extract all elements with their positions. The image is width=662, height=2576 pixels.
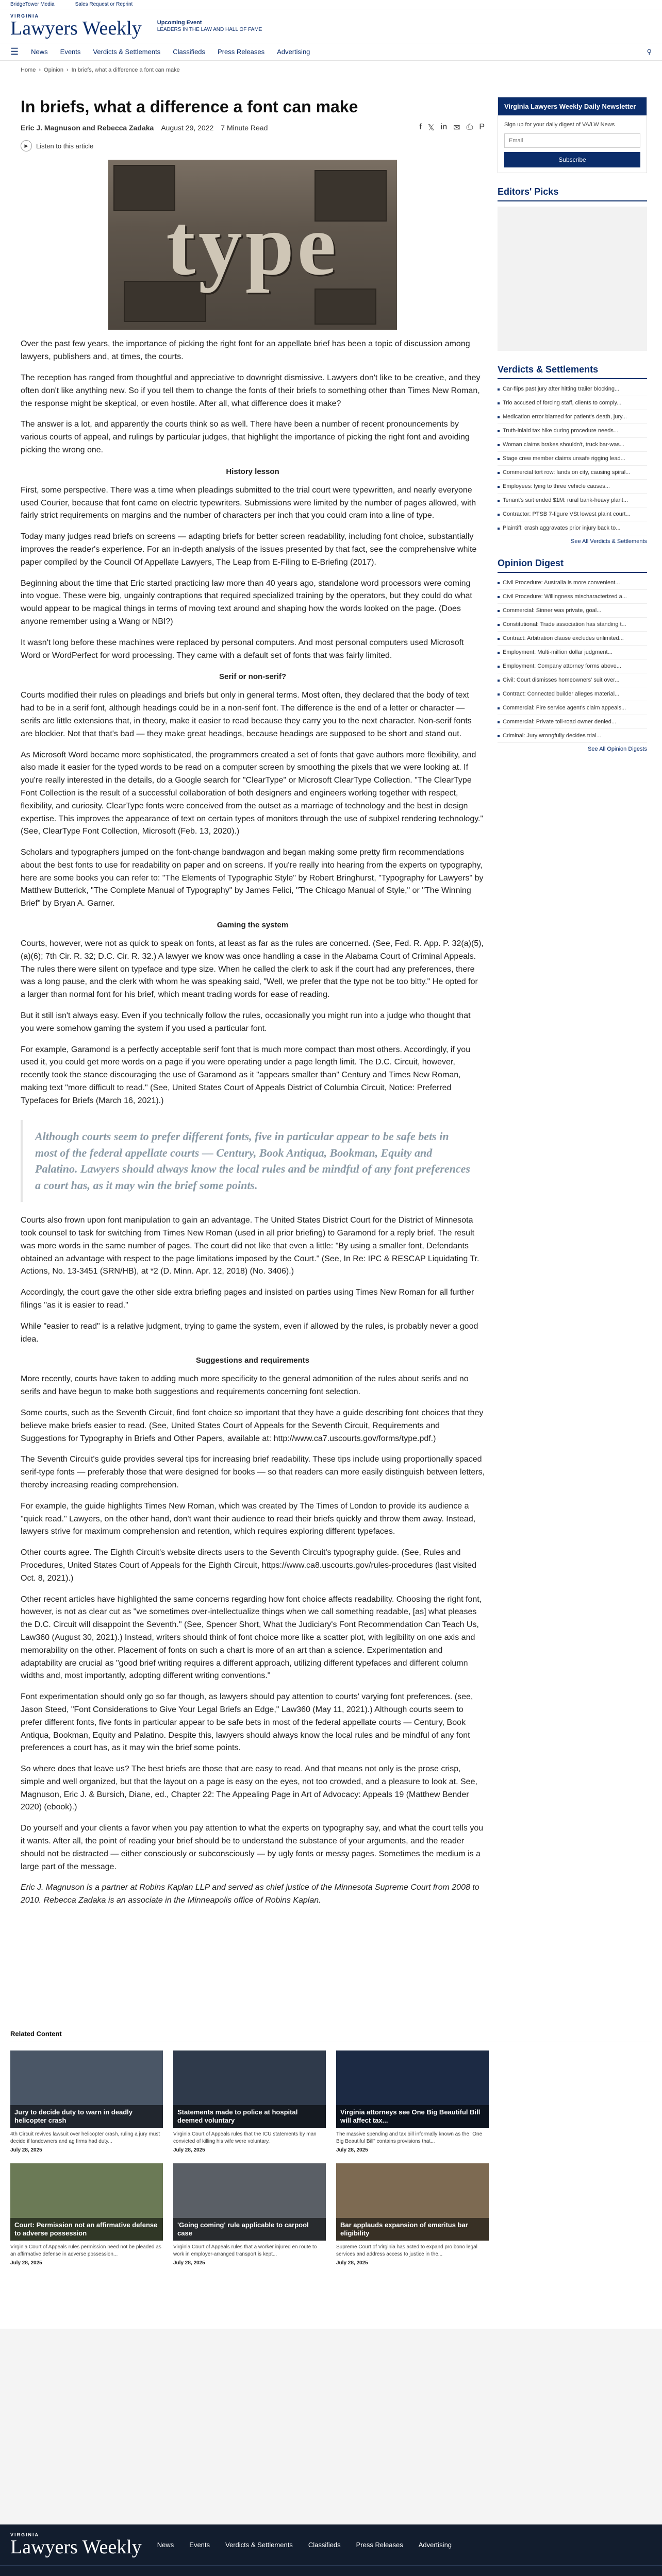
hero-image xyxy=(108,160,397,330)
footer-nav-news[interactable]: News xyxy=(157,2541,174,2549)
list-item[interactable]: Commercial: Fire service agent's claim appeals... xyxy=(498,701,647,715)
related-grid xyxy=(10,2050,652,2266)
related-date: July 28, 2025 xyxy=(173,2147,205,2153)
list-item[interactable]: Employees: lying to three vehicle causes... xyxy=(498,480,647,494)
subheading-serif: Serif or non-serif? xyxy=(219,672,286,682)
listen-label: Listen to this article xyxy=(36,142,94,150)
related-excerpt: Virginia Court of Appeals rules permission need not be pleaded as an affirmative defense in adverse possession... xyxy=(10,2244,161,2257)
related-date: July 28, 2025 xyxy=(336,2260,368,2266)
list-item[interactable]: Tenant's suit ended $1M: rural bank-heavy plant... xyxy=(498,494,647,507)
nav-news[interactable]: News xyxy=(31,48,48,56)
subheading-history: History lesson xyxy=(226,467,279,476)
related-headline[interactable]: Court: Permission not an affirmative defense to adverse possession xyxy=(10,2218,163,2241)
newsletter-text: Sign up for your daily digest of VA/LW News xyxy=(504,122,615,128)
paragraph: While "easier to read" is a relative judgment, trying to game the system, even if allowed by the rules, is probably never a good idea. xyxy=(21,1321,478,1344)
paragraph: Courts, however, were not as quick to speak on fonts, at least as far as the rules are concerned. (See, Fed. R. App. P. 32(a)(5), (a)(6); 7th Cir. R. 32; D.C. Cir. R. 32.) A lawyer we know was once handling a case in the Alabama Court of Criminal Appeals. The rules there were silent on typeface and type size. When he called the clerk to ask if the court had any preferences, there was a long pause, and the clerk with whom he was speaking said, "Well, we prefer that the type not be too bitty." He opted for a larger than normal font for his brief, which meant trading words for ease of reading. xyxy=(21,939,484,999)
related-date: July 28, 2025 xyxy=(10,2147,42,2153)
paragraph: The answer is a lot, and apparently the courts think so as well. There have been a number of recent pronouncements by various courts of appeal, and rulings by particular judges, that highlight the importance of picking the right font and avoiding picking the wrong one. xyxy=(21,420,470,454)
related-excerpt: Virginia Court of Appeals rules that the ICU statements by man convicted of killing his wife were voluntary. xyxy=(173,2131,317,2144)
verdicts-title[interactable]: Verdicts & Settlements xyxy=(498,364,647,379)
related-headline[interactable]: Statements made to police at hospital deemed voluntary xyxy=(173,2105,326,2128)
article-authors[interactable]: Eric J. Magnuson and Rebecca Zadaka xyxy=(21,124,154,132)
related-date: July 28, 2025 xyxy=(173,2260,205,2266)
related-card-empty xyxy=(499,2050,652,2153)
related-excerpt: Supreme Court of Virginia has acted to expand pro bono legal services and address access to justice in the... xyxy=(336,2244,477,2257)
list-item[interactable]: Stage crew member claims unsafe rigging lead... xyxy=(498,452,647,466)
nav-events[interactable]: Events xyxy=(60,48,81,56)
list-item[interactable]: Medication error blamed for patient's death, jury... xyxy=(498,410,647,424)
breadcrumb-current: In briefs, what a difference a font can make xyxy=(71,67,180,73)
event-promo[interactable] xyxy=(157,19,262,33)
related-content xyxy=(10,2030,652,2266)
listen-widget[interactable] xyxy=(21,140,485,151)
related-headline[interactable]: Virginia attorneys see One Big Beautiful Bill will affect tax... xyxy=(336,2105,489,2128)
play-icon[interactable]: ▶ xyxy=(21,140,32,151)
nav-classifieds[interactable]: Classifieds xyxy=(173,48,206,56)
related-headline[interactable]: Bar applauds expansion of emeritus bar eligibility xyxy=(336,2218,489,2241)
subheading-suggestions: Suggestions and requirements xyxy=(195,1356,310,1365)
brand-bar xyxy=(0,9,662,43)
article-column xyxy=(21,97,485,1907)
list-item[interactable]: Contract: Arbitration clause excludes unlimited... xyxy=(498,632,647,646)
promo-title: Upcoming Event xyxy=(157,19,202,26)
menu-icon[interactable]: ☰ xyxy=(10,46,19,57)
x-icon[interactable]: 𝕏 xyxy=(427,124,435,133)
paragraph: For example, Garamond is a perfectly acceptable serif font that is much more compact than most others. Accordingly, if you used it, you could get more words on a page if you were operating under a page length limit. The D.C. Circuit, however, recently took the stance discouraging the use of Garamond as it "appears smaller than" Century and Times New Roman, making text "more difficult to read." (See, United States Court of Appeals District of Columbia Circuit, Notice: Preferred Typefaces for Briefs (March 16, 2021).) xyxy=(21,1045,471,1105)
list-item[interactable]: Contract: Connected builder alleges material... xyxy=(498,687,647,701)
site-logo[interactable] xyxy=(10,14,142,38)
paragraph: Today many judges read briefs on screens — adapting briefs for better screen readability, including font choice, substantially improves the reader's experience. For an in-depth analysis of the issues presented by that fact, see the comprehensive white paper compiled by the Council Of Appellate Lawyers, The Leap from E-Filing to E-Briefing (2017). xyxy=(21,532,477,567)
list-item[interactable]: Employment: Multi-million dollar judgment... xyxy=(498,646,647,659)
paragraph: Font experimentation should only go so far though, as lawyers should pay attention to courts' varying font preferences. (see, Jason Steed, "Font Considerations to Give Your Legal Briefs an Edge," Law360 (May 11, 2021).) Although courts seem to prefer different fonts, five fonts in particular appear to be safe bets in most of the federal appellate courts — Century, Book Antiqua, Bookman, Equity and Palatino. Despite this, lawyers should always know the local rules and be mindful of any font preferences a court has, as it may win the brief some points. xyxy=(21,1692,473,1753)
related-card[interactable] xyxy=(10,2163,163,2266)
footer-nav-verdicts[interactable]: Verdicts & Settlements xyxy=(225,2541,293,2549)
read-time: 7 Minute Read xyxy=(221,124,268,132)
related-image[interactable] xyxy=(173,2050,326,2128)
promo-text: LEADERS IN THE LAW AND HALL OF FAME xyxy=(157,27,262,33)
breadcrumb-separator: › xyxy=(39,67,41,73)
editors-picks-box xyxy=(498,207,647,351)
related-card[interactable] xyxy=(173,2050,326,2153)
breadcrumb-home[interactable]: Home xyxy=(21,67,36,73)
ad-area xyxy=(0,2329,662,2524)
newsletter-email-input[interactable] xyxy=(504,133,640,148)
breadcrumb xyxy=(21,67,641,73)
paragraph: Beginning about the time that Eric started practicing law more than 40 years ago, standalone word processors were coming into vogue. These were big, ungainly contraptions that required specialized training by the operators, but they could do what would appear to be magical things in terms of moving text around and shaping how the words looked on the page. (Does anyone remember using a Wang or NBI?) xyxy=(21,579,472,626)
list-item[interactable]: Woman claims brakes shouldn't, truck bar-was... xyxy=(498,438,647,452)
article-body xyxy=(21,338,485,1907)
opinion-more-link[interactable]: See All Opinion Digests xyxy=(588,745,647,752)
breadcrumb-opinion[interactable]: Opinion xyxy=(44,67,63,73)
verdicts-more-link[interactable]: See All Verdicts & Settlements xyxy=(571,538,647,545)
article-title: In briefs, what a difference a font can make xyxy=(21,97,358,116)
paragraph: Over the past few years, the importance of picking the right font for an appellate brief has been a topic of discussion among lawyers, publishers and, at times, the courts. xyxy=(21,340,470,362)
list-item[interactable]: Employment: Company attorney forms above... xyxy=(498,659,647,673)
pinterest-icon[interactable]: P xyxy=(479,123,485,132)
share-bar xyxy=(419,123,485,133)
paragraph: Do yourself and your clients a favor when you pay attention to what the experts on typography say, and what the court tells you it wants. After all, the point of reading your brief should be to understand the substance of your arguments, and the reader should not be distracted — either consciously or subconsciously — by ugly fonts or messy pages. Sometimes the medium is a large part of the message. xyxy=(21,1824,484,1871)
footer-logo[interactable] xyxy=(10,2533,142,2557)
footer-nav-advertising[interactable]: Advertising xyxy=(418,2541,452,2549)
paragraph: Other courts agree. The Eighth Circuit's website directs users to the Seventh Circuit's typography guide. (See, Rules and Procedures, United States Court of Appeals for the Eighth Circuit, https://www.ca8.uscourts.gov/rules-procedures (last visited Oct. 8, 2021).) xyxy=(21,1548,476,1583)
paragraph: Scholars and typographers jumped on the font-change bandwagon and began making some pretty firm recommendations about the best fonts to use for readability on paper and on screens. If you're really into hearing from the experts on typography, here are some books you can refer to: "The Elements of Typographic Style" by Robert Bringhurst, "Typography for Lawyers" by Matthew Butterick, "The Complete Manual of Typography" by James Felici, "The Chicago Manual of Style," or "The Winning Brief" by Bryan A. Garner. xyxy=(21,848,484,908)
paragraph: But it still isn't always easy. Even if you technically follow the rules, occasionally you might run into a judge who thought that you were somehow gaming the system if you used a particular font. xyxy=(21,1011,471,1033)
paragraph: The reception has ranged from thoughtful and appreciative to downright dismissive. Lawyers don't like to be creative, and they often don't like anything new. So if you tell them to change the fonts of their briefs to something other than Times New Roman, the response might be skeptical, or even hostile. After all, what difference does it make? xyxy=(21,373,481,408)
related-image[interactable] xyxy=(10,2050,163,2128)
article-date: August 29, 2022 xyxy=(161,124,214,132)
related-excerpt: Virginia Court of Appeals rules that a worker injured en route to work in employer-arranged transport is kept... xyxy=(173,2244,317,2257)
paragraph: Other recent articles have highlighted the same concerns regarding how font choice affects readability. Choosing the right font, however, is not as clear cut as "we sometimes over-intellectualize things when we call something readable, [as] what pleases the D.C. Circuit will disappoint the Seventh." (See, Spencer Short, What the Judiciary's Font Recommendation Can Teach Us, Law360 (August 30, 2021).) Instead, writers should think of font choice more like a scatter plot, with legibility on one axis and memorability on the other. Placement of fonts on such a chart is more of an art than a science. Experimentation and adaptability are crucial as "good brief writing requires a different approach, utilizing different typefaces and different column widths and, most importantly, adopting different writing conventions." xyxy=(21,1595,482,1681)
top-strip xyxy=(0,0,662,9)
footer-logo-state: VIRGINIA xyxy=(10,2532,40,2537)
pull-quote: Although courts seem to prefer different fonts, five in particular appear to be safe bets in most of the federal appellate courts — Century, Book Antiqua, Bookman, Equity and Palatino. Lawyers should always know the local rules and be mindful of any font preferences a court has, as it may win the brief some points. xyxy=(21,1120,485,1202)
paragraph: More recently, courts have taken to adding much more specificity to the general admonition of the rules about serifs and no serifs and have begun to make both suggestions and requirements concerning font selection. xyxy=(21,1375,469,1397)
byline xyxy=(21,123,485,133)
sales-link[interactable]: Sales Request or Reprint xyxy=(75,2,133,7)
related-card[interactable] xyxy=(173,2163,326,2266)
logo-state: VIRGINIA xyxy=(10,13,40,19)
newsletter-title: Virginia Lawyers Weekly Daily Newsletter xyxy=(498,97,647,115)
footer-nav xyxy=(0,2524,662,2566)
related-excerpt: The massive spending and tax bill informally known as the "One Big Beautiful Bill" contains provisions that... xyxy=(336,2131,483,2144)
list-item[interactable]: Commercial tort row: lands on city, causing spiral... xyxy=(498,466,647,480)
paragraph: Accordingly, the court gave the other side extra briefing pages and insisted on parties using Times New Roman for all further filings "as it is easier to read." xyxy=(21,1288,474,1310)
related-card[interactable] xyxy=(336,2163,489,2266)
nav-advertising[interactable]: Advertising xyxy=(277,48,310,56)
list-item[interactable]: Civil Procedure: Willingness mischaracterized a... xyxy=(498,590,647,604)
company-link[interactable]: BridgeTower Media xyxy=(10,2,55,7)
list-item[interactable]: Criminal: Jury wrongfully decides trial... xyxy=(498,729,647,743)
list-item[interactable]: Commercial: Private toll-road owner denied... xyxy=(498,715,647,729)
main-nav xyxy=(0,43,662,61)
paragraph: So where does that leave us? The best briefs are those that are easy to read. And that means not only is the prose crisp, simple and well organized, but that the layout on a page is easy on the eyes, not too crowded, and a pleasure to look at. See, Magnuson, Eric J. & Bursich, Diane, ed., Chapter 22: The Appealing Page in Art of Advocacy: Appeals 19 (Matthew Bender 2020) (ebook).) xyxy=(21,1765,477,1812)
newsletter-subscribe-button[interactable]: Subscribe xyxy=(504,152,640,167)
list-item[interactable]: Constitutional: Trade association has standing t... xyxy=(498,618,647,632)
site-footer xyxy=(0,2524,662,2576)
list-item[interactable]: Truth-inlaid tax hike during procedure needs... xyxy=(498,424,647,438)
related-image[interactable] xyxy=(173,2163,326,2241)
footer-nav-classifieds[interactable]: Classifieds xyxy=(308,2541,341,2549)
paragraph: For example, the guide highlights Times New Roman, which was created by The Times of London to provide its audience a "quick read." Lawyers, on the other hand, don't want their audience to read their briefs quickly and throw them away. Instead, lawyers strive for maximum comprehension and retention, which requires exploring different typefaces. xyxy=(21,1501,476,1536)
newsletter-signup xyxy=(498,97,647,173)
list-item[interactable]: Contractor: PTSB 7-figure VSt lowest plaint court... xyxy=(498,507,647,521)
facebook-icon[interactable]: f xyxy=(419,123,422,132)
email-icon[interactable]: ✉ xyxy=(453,124,460,133)
linkedin-icon[interactable]: in xyxy=(440,123,448,132)
list-item[interactable]: Civil: Court dismisses homeowners' suit over... xyxy=(498,673,647,687)
paragraph: Courts modified their rules on pleadings and briefs but only in general terms. Most often, they declared that the body of text had to be in a serif font, although headings could be in a non-serif font. The difference is the end of a letter or character — serifs are little extensions that, in theory, make it easier to read because they carry you to the next character. Non-serif fonts are blockier. Not that that's bad — they make great headings, because headings are supposed to be short and stand out. xyxy=(21,691,472,738)
paragraph: Courts also frown upon font manipulation to gain an advantage. The United States District Court for the District of Minnesota took counsel to task for switching from Times New Roman (used in all prior briefing) to Garamond for a reply brief. The result was more words in the same number of pages. The court did not like that even a little: "By using a smaller font, Defendants obtained an advantage with respect to the page limitations imposed by the Court." (See, In Re: IPC & RESCAP Liquidating Tr. Actions, No. 13-3451 (SRN/HB), at *2 (D. Minn. Apr. 12, 2018) (No. 3406).) xyxy=(21,1216,479,1276)
list-item[interactable]: Plaintiff: crash aggravates prior injury back to... xyxy=(498,521,647,535)
related-title: Related Content xyxy=(10,2030,652,2042)
paragraph: The Seventh Circuit's guide provides several tips for increasing brief readability. These tips include using proportionally spaced serif-type fonts — preferably those that were designed for books — so that readers can more easily distinguish between letters, thereby increasing reading comprehension. xyxy=(21,1455,485,1489)
footer-logo-name: Lawyers Weekly xyxy=(10,2536,142,2558)
opinion-digest-title[interactable]: Opinion Digest xyxy=(498,558,647,573)
nav-verdicts[interactable]: Verdicts & Settlements xyxy=(93,48,161,56)
list-item[interactable]: Trio accused of forcing staff, clients to comply... xyxy=(498,396,647,410)
related-image[interactable] xyxy=(10,2163,163,2241)
editors-picks-title: Editors' Picks xyxy=(498,187,647,201)
related-image[interactable] xyxy=(336,2050,489,2128)
footer-nav-events[interactable]: Events xyxy=(189,2541,210,2549)
paragraph: Some courts, such as the Seventh Circuit, find font choice so important that they have a guide describing font choices that they believe make briefs easier to read. (See, United States Court of Appeals for the Seventh Circuit, Requirements and Suggestions for Typography in Briefs and Other Papers, available at: http://www.ca7.uscourts.gov/forms/type.pdf.) xyxy=(21,1408,484,1443)
footer-nav-press-releases[interactable]: Press Releases xyxy=(356,2541,403,2549)
list-item[interactable]: Commercial: Sinner was private, goal... xyxy=(498,604,647,618)
paragraph: As Microsoft Word became more sophisticated, the programmers created a set of fonts that gave authors more flexibility, and also made it easier for the typed words to be read on a computer screen by smoothing the pixels that we were looking at. If you're really interested in the details, do a Google search for "ClearType" or Microsoft ClearType Collection. "The ClearType Font Collection is the result of a successful collaboration of both designers and engineers working together with respect, flexibility, and curiosity. ClearType fonts were conceived from the outset as a marriage of technology and the best in design expertise. This improves the appearance of text on certain types of monitors through the use of subpixel rendering technology." (See, ClearType Font Collection, Microsoft (Feb. 13, 2020).) xyxy=(21,750,484,836)
footer-columns xyxy=(0,2566,662,2576)
verdicts-list xyxy=(498,382,647,535)
related-headline[interactable]: 'Going coming' rule applicable to carpool case xyxy=(173,2218,326,2241)
related-image[interactable] xyxy=(336,2163,489,2241)
print-icon[interactable]: ⎙ xyxy=(466,123,473,132)
related-excerpt: 4th Circuit revives lawsuit over helicopter crash, ruling a jury must decide if landowners and ag firms had duty... xyxy=(10,2131,160,2144)
opinion-list xyxy=(498,576,647,743)
related-date: July 28, 2025 xyxy=(336,2147,368,2153)
list-item[interactable]: Civil Procedure: Australia is more convenient... xyxy=(498,576,647,590)
author-bio: Eric J. Magnuson is a partner at Robins Kaplan LLP and served as chief justice of the Minnesota Supreme Court from 2008 to 2010. Rebecca Zadaka is an associate in the Minneapolis office of Robins Kaplan. xyxy=(21,1883,479,1905)
paragraph: It wasn't long before these machines were replaced by personal computers. And most personal computers used Microsoft Word or WordPerfect for word processing. They came with a default set of fonts that was fairly limited. xyxy=(21,638,464,660)
sidebar xyxy=(498,97,647,752)
list-item[interactable]: Car-flips past jury after hitting trailer blocking... xyxy=(498,382,647,396)
nav-press-releases[interactable]: Press Releases xyxy=(218,48,265,56)
breadcrumb-separator: › xyxy=(66,67,69,73)
related-headline[interactable]: Jury to decide duty to warn in deadly helicopter crash xyxy=(10,2105,163,2128)
hero-letterpress: type xyxy=(166,196,339,293)
paragraph: First, some perspective. There was a time when pleadings submitted to the trial court were typewritten, and nearly everyone used Courier, because that font came on electric typewriters. Submissions were limited by the number of pages allowed, with fairly strict requirements on margins and the number of characters per inch that you could cram into a line of type. xyxy=(21,485,476,520)
subheading-gaming: Gaming the system xyxy=(217,921,289,930)
logo-name: Lawyers Weekly xyxy=(10,18,142,39)
related-card[interactable] xyxy=(336,2050,489,2153)
related-card[interactable] xyxy=(10,2050,163,2153)
related-date: July 28, 2025 xyxy=(10,2260,42,2266)
search-icon[interactable]: ⚲ xyxy=(647,47,652,56)
